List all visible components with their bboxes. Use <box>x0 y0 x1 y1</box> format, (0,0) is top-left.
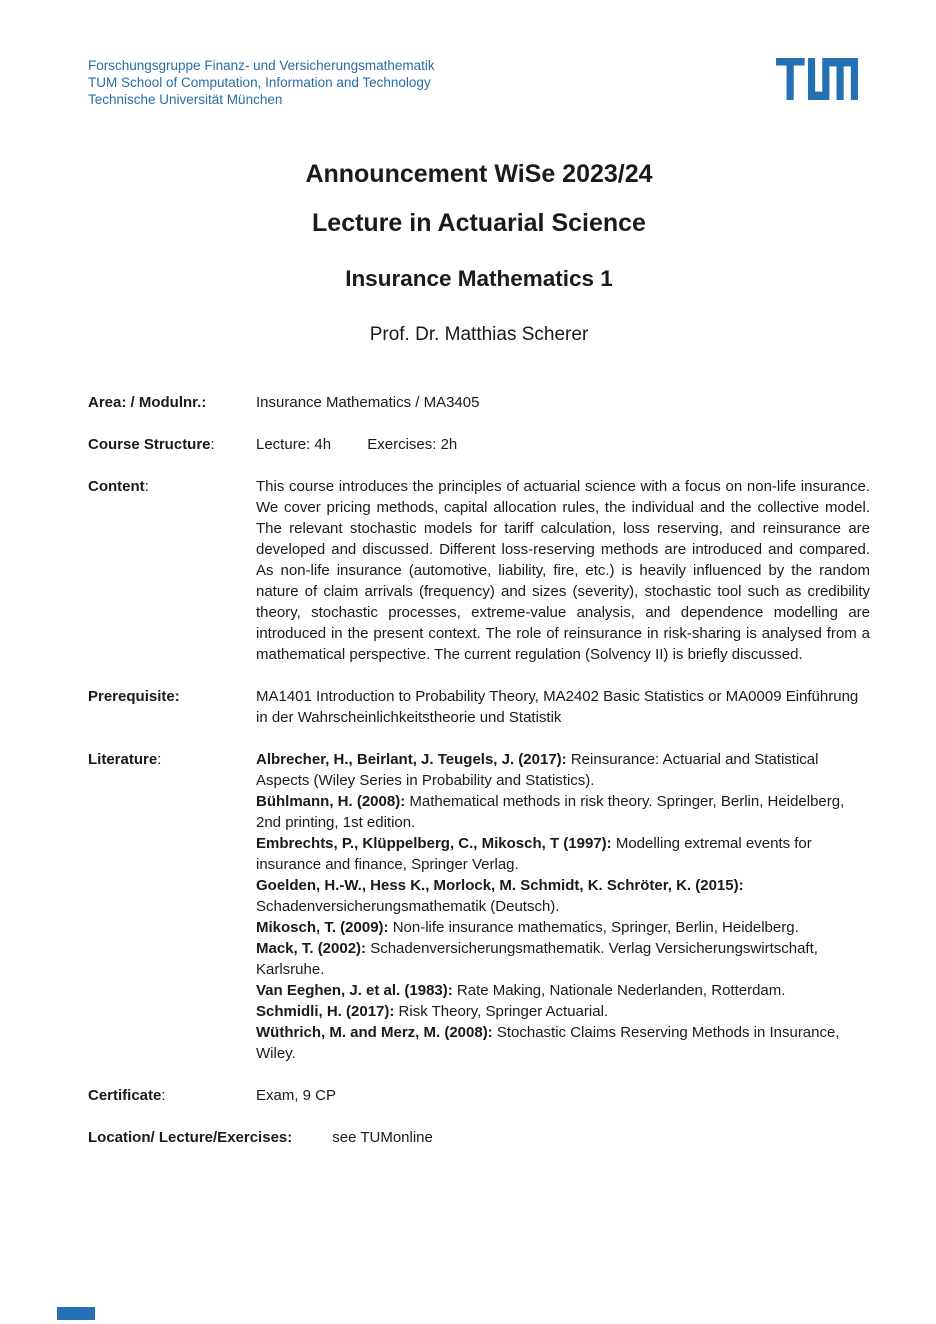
course-structure-label-colon: : <box>210 436 215 453</box>
location-label <box>88 1127 292 1148</box>
content-description: This course introduces the principles of actuarial science with a focus on non-life insurance. We cover pricing methods, capital allocation rules, the individual and the collective model. The relevant stochastic models for tariff calculation, loss reserving, and reinsurance are developed and discussed. Different loss-reserving methods are introduced and compared. As non-life insurance (automotive, liability, fire, etc.) is heavily influenced by the random nature of claim arrivals (frequency) and sizes (severity), stochastic tool such as credibility theory, stochastic processes, extreme-value analysis, and dependence modelling are introduced in the present context. The role of reinsurance in risk-sharing is analysed from a mathematical perspective. The current regulation (Solvency II) is briefly discussed. <box>256 478 870 663</box>
literature-label <box>88 749 256 1064</box>
literature-entry <box>256 980 870 1001</box>
area-value: Insurance Mathematics / MA3405 <box>256 394 480 411</box>
institution-line-2: TUM School of Computation, Information and Technology <box>88 75 431 90</box>
literature-entry-authors: Mikosch, T. (2009): <box>256 919 389 936</box>
location-label-text: Location/ Lecture/Exercises: <box>88 1129 293 1146</box>
literature-entry-title: Schadenversicherungsmathematik (Deutsch). <box>256 898 560 915</box>
literature-entry <box>256 875 870 917</box>
literature-entry <box>256 749 870 791</box>
course-details <box>88 392 870 1148</box>
course-structure-label <box>88 434 256 455</box>
literature-entry <box>256 833 870 875</box>
literature-list <box>256 749 870 1064</box>
literature-entry-authors: Schmidli, H. (2017): <box>256 1003 395 1020</box>
certificate-value: Exam, 9 CP <box>256 1087 337 1104</box>
row-literature <box>88 749 870 1064</box>
row-content <box>88 476 870 665</box>
literature-entry-title: Risk Theory, Springer Actuarial. <box>394 1003 609 1020</box>
literature-entry <box>256 791 870 833</box>
course-title: Insurance Mathematics 1 <box>345 266 613 291</box>
literature-entry-authors: Van Eeghen, J. et al. (1983): <box>256 982 453 999</box>
row-location <box>88 1127 870 1148</box>
page-header <box>88 57 870 108</box>
certificate-label-colon: : <box>161 1087 166 1104</box>
location-value: see TUMonline <box>332 1129 433 1146</box>
literature-entry-authors: Mack, T. (2002): <box>256 940 367 957</box>
certificate-label-text: Certificate <box>88 1087 162 1104</box>
content-label-text: Content <box>88 478 145 495</box>
literature-entry-title: Schadenversicherungsmathematik. Verlag Versicherungswirtschaft, Karlsruhe. <box>256 940 818 978</box>
lecturer-name: Prof. Dr. Matthias Scherer <box>369 324 589 345</box>
literature-label-text: Literature <box>88 751 158 768</box>
content-label <box>88 476 256 665</box>
prerequisite-label <box>88 686 256 728</box>
certificate-label <box>88 1085 256 1106</box>
area-label <box>88 392 256 413</box>
literature-entry-authors: Goelden, H.-W., Hess K., Morlock, M. Schmidt, K. Schröter, K. (2015): <box>256 877 744 894</box>
row-course-structure <box>88 434 870 455</box>
literature-entry-authors: Bühlmann, H. (2008): <box>256 793 406 810</box>
literature-entry-title: Stochastic Claims Reserving Methods in Insurance, Wiley. <box>256 1024 840 1062</box>
literature-entry-authors: Albrecher, H., Beirlant, J. Teugels, J. (2017): <box>256 751 567 768</box>
literature-entry-title: Non-life insurance mathematics, Springer, Berlin, Heidelberg. <box>388 919 799 936</box>
literature-entry <box>256 938 870 980</box>
area-label-text: Area: / Modulnr.: <box>88 394 207 411</box>
literature-entry-title: Reinsurance: Actuarial and Statistical Aspects (Wiley Series in Probability and Statistics). <box>256 751 819 789</box>
literature-entry-title: Modelling extremal events for insurance and finance, Springer Verlag. <box>256 835 812 873</box>
footer-page-mark <box>57 1307 95 1320</box>
literature-entry <box>256 1001 870 1022</box>
institution-line-1: Forschungsgruppe Finanz- und Versicherungsmathematik <box>88 58 435 73</box>
course-structure-value <box>256 434 870 455</box>
lecture-title: Lecture in Actuarial Science <box>312 209 646 237</box>
institution-line-3: Technische Universität München <box>88 92 283 107</box>
title-block <box>88 160 870 346</box>
exercise-hours: Exercises: 2h <box>367 436 458 453</box>
lecture-hours: Lecture: 4h <box>256 436 332 453</box>
content-label-colon: : <box>144 478 149 495</box>
literature-entry-authors: Embrechts, P., Klüppelberg, C., Mikosch, T (1997): <box>256 835 612 852</box>
course-structure-label-text: Course Structure <box>88 436 211 453</box>
tum-logo-icon <box>776 58 858 100</box>
prerequisite-value: MA1401 Introduction to Probability Theory, MA2402 Basic Statistics or MA0009 Einführung in der Wahrscheinlichkeitstheorie und Statistik <box>256 688 859 726</box>
literature-entry-authors: Wüthrich, M. and Merz, M. (2008): <box>256 1024 493 1041</box>
row-certificate <box>88 1085 870 1106</box>
literature-label-colon: : <box>157 751 162 768</box>
prerequisite-label-text: Prerequisite: <box>88 688 180 705</box>
row-prerequisite <box>88 686 870 728</box>
literature-entry <box>256 1022 870 1064</box>
literature-entry-title: Rate Making, Nationale Nederlanden, Rotterdam. <box>452 982 786 999</box>
row-area-modulnr <box>88 392 870 413</box>
institution-address <box>88 57 435 108</box>
literature-entry-title: Mathematical methods in risk theory. Springer, Berlin, Heidelberg, 2nd printing, 1st edition. <box>256 793 845 831</box>
announcement-title: Announcement WiSe 2023/24 <box>305 160 653 188</box>
literature-entry <box>256 917 870 938</box>
